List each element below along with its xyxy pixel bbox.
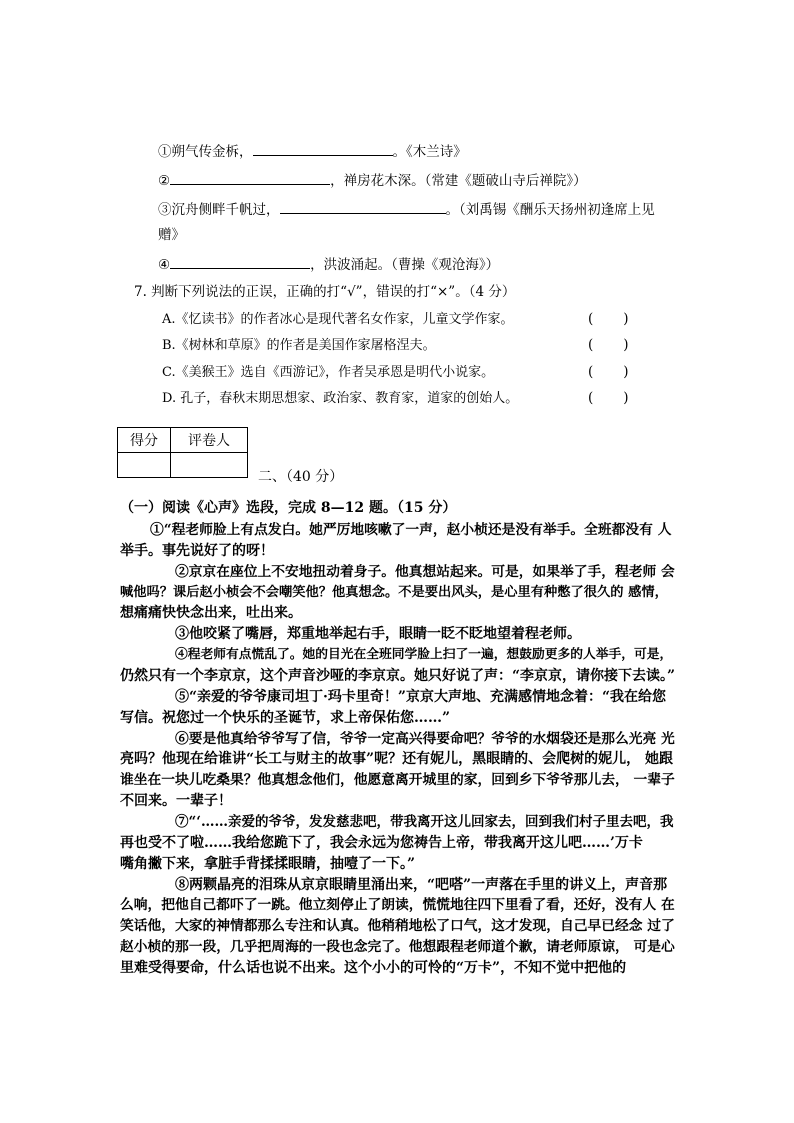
passage-line: 笑话他，大家的神情都那么专注和认真。他稍稍地松了口气，这才发现，自己早已经念 过了 bbox=[120, 918, 675, 935]
passage-line: 写信。祝您过一个快乐的圣诞节，求上帝保佑您……” bbox=[120, 709, 451, 726]
passage-line: 亮吗？他现在给谁讲“长工与财主的故事”呢？还有妮儿，黑眼睛的、会爬树的妮儿， 她跟 bbox=[120, 751, 673, 768]
passage-line: 不回来。一辈子！ bbox=[120, 793, 232, 809]
passage-line: 谁坐在一块儿吃桑果？他真想念他们，他愿意离开城里的家，回到乡下爷爷那儿去， 一辈子 bbox=[120, 772, 675, 789]
answer-blank[interactable] bbox=[170, 255, 310, 269]
section-2-heading: 二、（40 分） bbox=[258, 469, 344, 485]
poem-1-pre: ①朔气传金柝， bbox=[158, 144, 253, 160]
grader-header: 评卷人 bbox=[171, 428, 248, 453]
passage-line: 嘴角撇下来，拿脏手背揉揉眼睛，抽噎了一下。” bbox=[120, 855, 416, 872]
passage-line: ①“程老师脸上有点发白。她严厉地咳嗽了一声，赵小桢还是没有举手。全班都没有 人 bbox=[150, 522, 672, 538]
poem-line-2 bbox=[158, 171, 587, 190]
score-header: 得分 bbox=[118, 428, 171, 453]
q7-item-b: B.《树林和草原》的作者是美国作家屠格涅夫。 bbox=[162, 338, 436, 353]
q7-stem: 7. 判断下列说法的正误，正确的打“√”，错误的打“×”。（4 分） bbox=[134, 284, 516, 300]
passage-line: 里难受得要命，什么话也说不出来。这个小小的可怜的“万卡”，不知不觉中把他的 bbox=[120, 959, 627, 976]
poem-line-1 bbox=[158, 142, 467, 161]
q7-item-a: A.《忆读书》的作者冰心是现代著名女作家，儿童文学作家。 bbox=[162, 312, 514, 327]
passage-line: 再也受不了啦……我给您跪下了，我会永远为您祷告上帝，带我离开这儿吧……’万卡 bbox=[120, 834, 643, 851]
poem-4-pre: ④ bbox=[158, 257, 171, 273]
score-cell[interactable] bbox=[118, 453, 171, 478]
passage-line: 喊他吗？课后赵小桢会不会嘲笑他？他真想念。不是要出风头，是心里有种憋了很久的 感情， bbox=[120, 584, 668, 600]
answer-paren-c[interactable]: ( ) bbox=[588, 364, 629, 380]
passage-line: ⑥要是他真给爷爷写了信，爷爷一定高兴得要命吧？爷爷的水烟袋还是那么光亮 光 bbox=[175, 730, 675, 747]
passage-line: ②京京在座位上不安地扭动着身子。他真想站起来。可是，如果举了手，程老师 会 bbox=[175, 563, 675, 580]
answer-paren-b[interactable]: ( ) bbox=[588, 337, 629, 353]
passage-line: ③他咬紧了嘴唇，郑重地举起右手，眼睛一眨不眨地望着程老师。 bbox=[175, 626, 581, 643]
answer-paren-a[interactable]: ( ) bbox=[588, 311, 629, 327]
passage-line: 仍然只有一个李京京，这个声音沙哑的李京京。她只好说了声：“李京京，请你接下去读。” bbox=[120, 668, 676, 684]
passage-line: ④程老师有点慌乱了。她的目光在全班同学脸上扫了一遍，想鼓励更多的人举手，可是， bbox=[175, 647, 673, 663]
passage-line: 赵小桢的那一段，几乎把周海的一段也念完了。他想跟程老师道个歉，请老师原谅， 可是心 bbox=[120, 939, 675, 955]
poem-3-pre: ③沉舟侧畔千帆过， bbox=[158, 202, 280, 218]
poem-line-4 bbox=[158, 255, 499, 274]
poem-line-3 bbox=[158, 200, 655, 219]
passage-line: ⑤“亲爱的爷爷康司坦丁·玛卡里奇！”京京大声地、充满感情地念着：“我在给您 bbox=[175, 688, 667, 705]
poem-line-3-cont: 赠》 bbox=[158, 227, 185, 243]
reading-title: （一）阅读《心声》选段，完成 8—12 题。（15 分） bbox=[120, 500, 457, 516]
q7-item-d: D. 孔子，春秋末期思想家、政治家、教育家，道家的创始人。 bbox=[162, 391, 519, 406]
q7-item-c: C.《美猴王》选自《西游记》，作者吴承恩是明代小说家。 bbox=[162, 365, 495, 380]
passage-line: ⑧两颗晶亮的泪珠从京京眼睛里涌出来，“吧嗒”一声落在手里的讲义上，声音那 bbox=[175, 876, 668, 893]
poem-2-pre: ② bbox=[158, 173, 171, 189]
answer-blank[interactable] bbox=[253, 142, 393, 156]
answer-blank[interactable] bbox=[170, 171, 330, 185]
answer-paren-d[interactable]: ( ) bbox=[588, 390, 629, 406]
poem-3-post: 。（刘禹锡《酬乐天扬州初逢席上见 bbox=[445, 202, 655, 218]
passage-line: 么响，把他自己都吓了一跳。他立刻停止了朗读，慌慌地往四下里看了看，还好，没有人 在 bbox=[120, 897, 675, 914]
passage-line: 想痛痛快快念出来，吐出来。 bbox=[120, 605, 302, 622]
poem-4-post: ，洪波涌起。（曹操《观沧海》） bbox=[310, 257, 500, 273]
poem-2-post: ，禅房花木深。（常建《题破山寺后禅院》） bbox=[330, 173, 587, 189]
poem-1-post: 。《木兰诗》 bbox=[392, 144, 467, 160]
passage-line: 举手。事先说好了的呀！ bbox=[120, 542, 274, 559]
answer-blank[interactable] bbox=[280, 200, 446, 214]
grader-cell[interactable] bbox=[171, 453, 248, 478]
score-table bbox=[117, 427, 248, 478]
passage-line: ⑦“‘……亲爱的爷爷，发发慈悲吧，带我离开这儿回家去，回到我们村子里去吧，我 bbox=[175, 813, 674, 830]
